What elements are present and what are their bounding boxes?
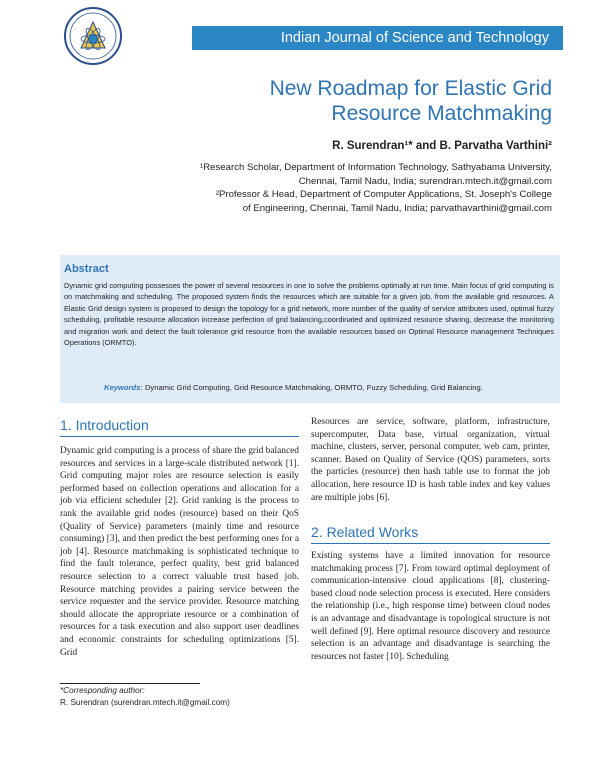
left-column	[60, 445, 299, 659]
affiliation-line-3: ²Professor & Head, Department of Computer Applications, St. Joseph's College	[215, 189, 552, 201]
abstract-heading: Abstract	[64, 263, 109, 275]
affiliations	[132, 161, 552, 215]
article-title	[132, 76, 552, 126]
authors: R. Surendran¹* and B. Parvatha Varthini²	[332, 140, 552, 152]
intro-paragraph-continued: Resources are service, software, platform, infrastructure, supercomputer, Data base, virtual organization, virtual machine, clusters, server, personal computer, web cam, printer, scanner. Based on Quality of Service (QOS) parameters, sorts the particles (resource) then hash table use to format the job allocation, here resource ID is hash table index and key values are multiple jobs [6].	[311, 417, 550, 503]
title-line-1: New Roadmap for Elastic Grid	[269, 77, 552, 100]
keywords-text: Dynamic Grid Computing, Grid Resource Matchmaking, ORMTO, Fuzzy Scheduling, Grid Balancing.	[142, 383, 483, 392]
affiliation-line-4: of Engineering, Chennai, Tamil Nadu, India; parvathavarthini@gmail.com	[242, 202, 552, 214]
corresponding-author-label: *Corresponding author:	[60, 686, 145, 695]
section-rule-introduction	[60, 436, 299, 437]
journal-banner: Indian Journal of Science and Technology	[192, 26, 563, 50]
section-rule-related-works	[311, 543, 550, 544]
affiliation-line-1: ¹Research Scholar, Department of Information Technology, Sathyabama University,	[200, 162, 552, 173]
intro-paragraph: Dynamic grid computing is a process of share the grid balanced resources and services in a large-scale distributed network [1]. Grid computing major roles are resource selection is easily performed based on collection operations and allocation for a job via efficient scheduler [2]. Grid ranking is the process to rank the available grid nodes (resource) based on their QoS (Quality of Service) parameters (mainly time and resource consuming) [3], and then predict the best performing ones for a job [4]. Resource matchmaking is sophisticated technique to find the fault tolerance, perfect quality, best grid balanced resource selection to a correct valuable trust based job. Resource matching provides a pairing service between the service requester and the service provider. Resource matching should allocate the appropriate resource or a combination of resources for a task execution and also support user deadlines and economic constraints for scheduling optimizations [5]. Grid	[60, 446, 299, 658]
keywords	[104, 383, 560, 392]
affiliation-line-2: Chennai, Tamil Nadu, India; surendran.mtech.it@gmail.com	[298, 175, 552, 187]
abstract-text: Dynamic grid computing possesses the power of several resources in one to solve the problems optimally at run time. Main focus of grid computing is on matchmaking and scheduling. The proposed system finds the resources which are suitable for a given job, from the available grid resources. A Elastic Grid design system is proposed to design the topology for a grid network, more number of the quality of service attributes used, optimal fuzzy scheduling, profitable resource allocation increase perfection of grid balancing,coordinated and optimized resource sharing, decrease the monitoring and migration work and detect the fault tolerance grid resource from the available resources based on Optimal Resource management Techniques Operations (ORMTO).	[64, 281, 554, 348]
right-column-top	[311, 416, 550, 504]
title-line-2: Resource Matchmaking	[331, 102, 552, 125]
footnote-rule	[60, 683, 200, 684]
keywords-label: Keywords:	[104, 383, 143, 392]
corresponding-author-text: R. Surendran (surendran.mtech.it@gmail.com)	[60, 698, 230, 707]
related-works-paragraph: Existing systems have a limited innovation for resource matchmaking process [7]. From toward optimal deployment of communication-intensive cloud applications [8], clustering-based cloud node selection process is executed. Here considers the relationship (i.e., high response time) between cloud nodes is an advantage and disadvantage is topological structure is not well defined [9]. Here optimal resource discovery and resource selection is an advantage and disadvantage is searching the resources not faster [10]. Scheduling	[311, 551, 550, 662]
right-column-bottom	[311, 550, 550, 663]
section-heading-introduction: 1. Introduction	[60, 417, 149, 433]
section-heading-related-works: 2. Related Works	[311, 524, 419, 540]
journal-logo	[54, 6, 132, 66]
